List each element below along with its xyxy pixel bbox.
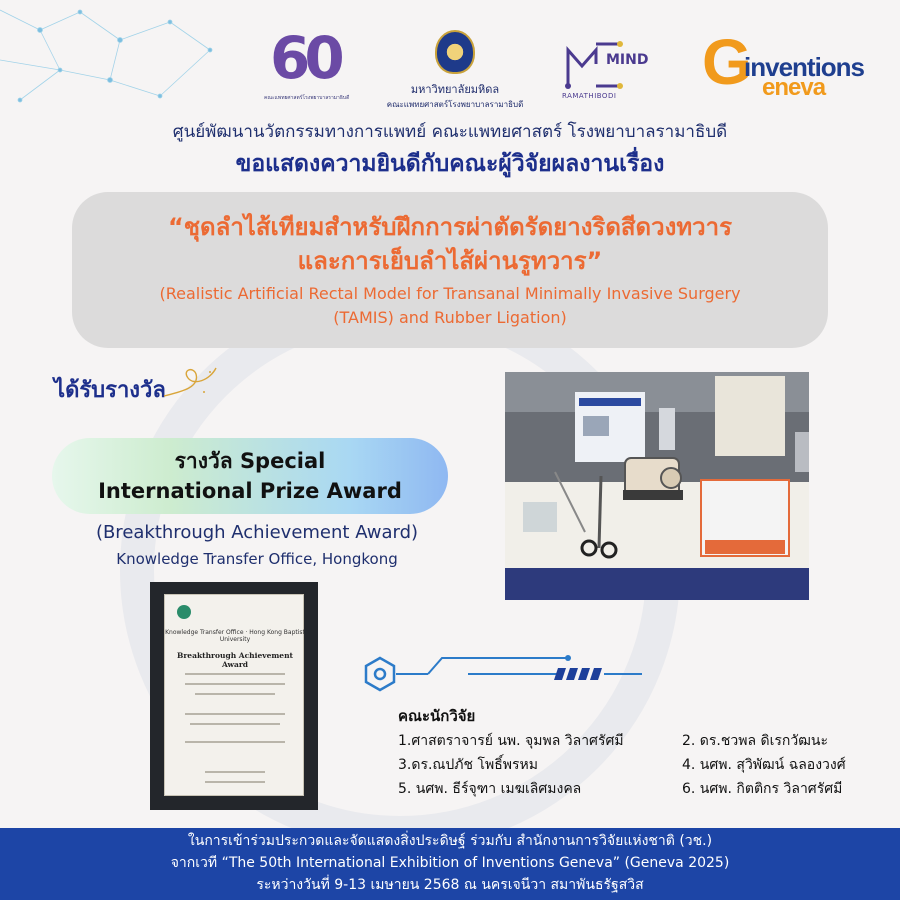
certificate-header: Knowledge Transfer Office · Hong Kong Baptist University <box>165 629 305 643</box>
mahidol-seal-icon <box>435 30 475 74</box>
certificate-line <box>185 673 285 675</box>
mahidol-logo <box>370 30 540 108</box>
award-subtitle: (Breakthrough Achievement Award) <box>95 522 419 543</box>
sixty-number: 60 <box>270 24 339 92</box>
sixty-anniversary-logo <box>264 24 350 104</box>
certificate-line <box>195 693 275 695</box>
award-name-2: International Prize Award <box>98 479 402 503</box>
team-member: 5. นศพ. ธีร์จุฑา เมฆเลิศมงคล <box>398 781 582 797</box>
congratulations-heading: ขอแสดงความยินดีกับคณะผู้วิจัยผลงานเรื่อง <box>235 151 665 177</box>
geneva-g-letter: G <box>702 26 752 98</box>
certificate-line <box>205 771 265 773</box>
project-title-th-2: และการเย็บลำไส้ผ่านรูทวาร” <box>297 247 603 275</box>
certificate-line <box>185 683 285 685</box>
gold-swirl-icon <box>160 362 220 402</box>
footer-banner <box>0 828 900 900</box>
certificate-title: Breakthrough Achievement Award <box>177 651 293 669</box>
footer-line-2: จากเวที “The 50th International Exhibition of Inventions Geneva” (Geneva 2025) <box>170 855 730 871</box>
certificate-line <box>190 723 280 725</box>
certificate-logo-icon <box>177 605 191 619</box>
team-member: 6. นศพ. กิตติกร วิลาศรัศมี <box>682 781 843 797</box>
team-member: 1.ศาสตราจารย์ นพ. จุมพล วิลาศรัศมี <box>398 733 624 749</box>
mahidol-name: มหาวิทยาลัยมหิดล <box>410 83 500 96</box>
certificate-photo <box>150 582 318 810</box>
certificate <box>164 594 304 796</box>
award-name-1: รางวัล Special <box>174 449 326 473</box>
team-title: คณะนักวิจัย <box>398 707 476 725</box>
sixty-caption: คณะแพทยศาสตร์โรงพยาบาลรามาธิบดี <box>264 95 350 101</box>
geneva-word: eneva <box>762 74 826 101</box>
award-received-label: ได้รับรางวัล <box>54 378 166 403</box>
mahidol-faculty: คณะแพทยศาสตร์โรงพยาบาลรามาธิบดี <box>386 100 524 109</box>
certificate-line <box>185 713 285 715</box>
certificate-line <box>205 781 265 783</box>
exhibition-photo-drawing <box>505 372 809 600</box>
mind-label: MIND <box>606 52 649 68</box>
certificate-line <box>185 741 285 743</box>
project-title-box <box>72 192 828 348</box>
project-title-en-2: (TAMIS) and Rubber Ligation) <box>333 308 567 327</box>
circuit-decoration <box>358 652 658 702</box>
award-name-pill <box>52 438 448 514</box>
footer-line-1: ในการเข้าร่วมประกวดและจัดแสดงสิ่งประดิษฐ์ ร่วมกับ สำนักงานการวิจัยแห่งชาติ (วช.) <box>187 833 713 849</box>
network-decoration <box>0 0 260 120</box>
team-member: 4. นศพ. สุวิพัฒน์ ฉลองวงศ์ <box>682 757 846 773</box>
project-title-en-1: (Realistic Artificial Rectal Model for Transanal Minimally Invasive Surgery <box>159 284 741 303</box>
exhibition-photo <box>505 372 809 600</box>
organization-line: ศูนย์พัฒนานวัตกรรมทางการแพทย์ คณะแพทยศาสตร์ โรงพยาบาลรามาธิบดี <box>172 122 728 142</box>
team-member: 2. ดร.ชวพล ดิเรกวัฒนะ <box>682 733 828 749</box>
team-member: 3.ดร.ณปภัช โพธิ์พรหม <box>398 757 538 773</box>
inventions-geneva-logo <box>700 26 870 101</box>
footer-line-3: ระหว่างวันที่ 9-13 เมษายน 2568 ณ นครเจนีวา สมาพันธรัฐสวิส <box>256 877 644 893</box>
mind-sub: RAMATHIBODI <box>562 92 617 100</box>
project-title-th-1: “ชุดลำไส้เทียมสำหรับฝึกการผ่าตัดรัดยางริดสีดวงทวาร <box>167 213 733 241</box>
mind-logo <box>560 36 660 106</box>
geneva-inventions-word: inventions <box>744 52 865 82</box>
award-issuer: Knowledge Transfer Office, Hongkong <box>116 550 398 568</box>
